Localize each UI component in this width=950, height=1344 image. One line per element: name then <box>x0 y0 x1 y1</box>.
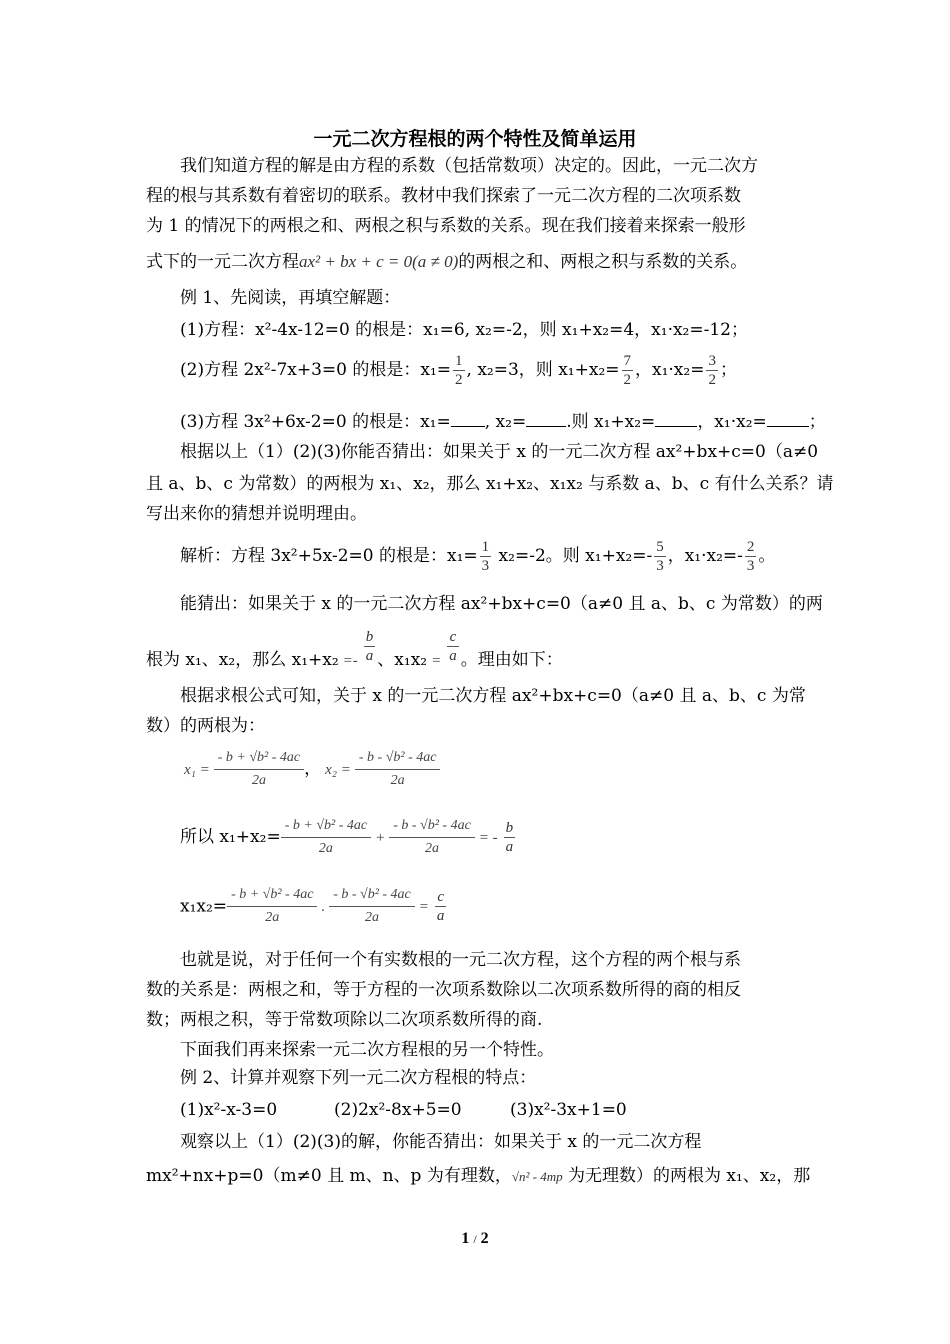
fraction-3-2 <box>706 352 718 389</box>
conclusion-line-1: 也就是说，对于任何一个有实数根的一元二次方程，这个方程的两个根与系 <box>180 950 741 970</box>
example1-heading: 例 1、先阅读，再填空解题： <box>180 288 401 308</box>
numerator: 2 <box>746 539 755 555</box>
observe-b: 为无理数）的两根为 x₁、x₂，那 <box>562 1166 811 1186</box>
x1-denominator: 2a <box>251 773 266 788</box>
total-pages: 2 <box>480 1230 489 1247</box>
example2-heading: 例 2、计算并观察下列一元二次方程根的特点： <box>180 1068 537 1088</box>
conj-b: 、x₁x₂ <box>377 650 428 670</box>
sum-frac-2 <box>389 815 475 860</box>
conj-a: 根为 x₁、x₂，那么 x₁+x₂ <box>146 650 339 670</box>
product-equals: = <box>418 898 429 915</box>
denominator: 2 <box>455 372 463 388</box>
denominator: 2a <box>265 910 280 925</box>
page-title: 一元二次方程根的两个特性及简单运用 <box>313 128 637 150</box>
general-equation: ax² + bx + c = 0(a ≠ 0) <box>299 252 459 271</box>
formula-line-1: 根据求根公式可知，关于 x 的一元二次方程 ax²+bx+c=0（a≠0 且 a、b、c 为常 <box>180 686 806 706</box>
fraction-c-a-result <box>435 888 447 925</box>
page-number <box>0 1230 950 1248</box>
conjecture-line-2 <box>146 626 563 670</box>
item2-suffix: ； <box>719 360 737 380</box>
intro-line-4-tail: 的两根之和、两根之积与系数的关系。 <box>458 252 748 272</box>
current-page: 1 <box>461 1230 470 1247</box>
guess-line-1: 根据以上（1）(2)(3)你能否猜出：如果关于 x 的一元二次方程 ax²+bx+c=0（a≠0 <box>180 442 819 462</box>
item2-prefix: (2)方程 2x²-7x+3=0 的根是：x₁= <box>180 360 452 380</box>
item3-c: .则 x₁+x₂= <box>566 412 656 432</box>
example1-item-1: (1)方程：x²-4x-12=0 的根是：x₁=6, x₂=-2，则 x₁+x₂=4，x₁·x₂=-12； <box>180 320 748 340</box>
denominator: 3 <box>746 558 755 574</box>
example1-item-3 <box>180 410 826 432</box>
intro-line-1: 我们知道方程的解是由方程的系数（包括常数项）决定的。因此，一元二次方 <box>180 156 758 176</box>
observe-line-2 <box>146 1166 810 1187</box>
numerator: 1 <box>455 353 463 369</box>
blank-x2[interactable] <box>526 410 566 427</box>
fraction-7-2 <box>622 352 634 389</box>
fraction-c-a <box>447 628 459 665</box>
intro-line-3: 为 1 的情况下的两根之和、两根之积与系数的关系。现在我们接着来探索一般形 <box>146 216 746 236</box>
item2-mid1: , x₂=3，则 x₁+x₂= <box>466 360 620 380</box>
product-prefix: x₁x₂= <box>180 896 228 917</box>
denominator: a <box>365 648 374 664</box>
item3-b: , x₂= <box>484 412 527 432</box>
numerator: 1 <box>481 539 490 555</box>
analysis-a: 解析：方程 3x²+5x-2=0 的根是：x₁= <box>180 546 478 566</box>
x1-numerator: - b + √b² - 4ac <box>214 747 304 770</box>
denominator: 2a <box>364 910 379 925</box>
multiply-dot: . <box>321 898 326 915</box>
product-frac-2 <box>329 884 415 929</box>
analysis-d: 。 <box>758 546 776 566</box>
denominator: 2 <box>623 372 631 388</box>
fraction-5-3 <box>654 538 666 575</box>
conjecture-line-1: 能猜出：如果关于 x 的一元二次方程 ax²+bx+c=0（a≠0 且 a、b、c 为常数）的两 <box>180 594 823 614</box>
sum-frac-1 <box>281 815 371 860</box>
analysis-b: x₂=-2。则 x₁+x₂=- <box>493 546 653 566</box>
denominator: a <box>505 839 514 855</box>
observe-line-1: 观察以上（1）(2)(3)的解，你能否猜出：如果关于 x 的一元二次方程 <box>180 1132 702 1152</box>
example2-item-2: (2)2x²-8x+5=0 <box>334 1100 462 1120</box>
discriminant-sqrt: √n² - 4mp <box>511 1169 563 1184</box>
conclusion-line-2: 数的关系是：两根之和，等于方程的一次项系数除以二次项系数所得的商的相反 <box>146 980 741 1000</box>
product-line <box>180 878 448 934</box>
x1-fraction <box>214 747 304 792</box>
plus-sign: + <box>375 829 386 846</box>
x2-fraction <box>355 747 441 792</box>
example1-item-2 <box>180 350 737 390</box>
observe-a: mx²+nx+p=0（m≠0 且 m、n、p 为有理数， <box>146 1166 512 1186</box>
numerator: - b + √b² - 4ac <box>281 815 371 838</box>
numerator: c <box>447 628 459 647</box>
numerator: - b - √b² - 4ac <box>329 884 415 907</box>
example2-item-1: (1)x²-x-3=0 <box>180 1100 278 1120</box>
numerator: - b - √b² - 4ac <box>389 815 475 838</box>
numerator: - b + √b² - 4ac <box>227 884 317 907</box>
product-frac-1 <box>227 884 317 929</box>
sum-line <box>180 812 517 862</box>
fraction-1-2 <box>453 352 465 389</box>
denominator: 2 <box>708 372 716 388</box>
sum-prefix: 所以 x₁+x₂= <box>180 827 281 847</box>
analysis-line <box>180 536 775 576</box>
fraction-1-3 <box>480 538 492 575</box>
conj-c: 。理由如下： <box>460 650 563 670</box>
roots-comma: ， <box>304 759 322 779</box>
x2-label: x₂ = <box>325 761 351 778</box>
denominator: 3 <box>656 558 664 574</box>
roots-formula <box>180 744 440 794</box>
denominator: a <box>449 648 457 664</box>
page-separator: / <box>473 1232 477 1246</box>
fraction-b-a <box>364 628 376 665</box>
sum-equals: = - <box>478 829 498 846</box>
blank-product[interactable] <box>767 410 809 427</box>
intro-line-4-text: 式下的一元二次方程 <box>146 252 299 272</box>
conj-eq1: =- <box>342 652 358 669</box>
item3-d: ，x₁·x₂= <box>697 412 767 432</box>
conclusion-line-3: 数；两根之积，等于常数项除以二次项系数所得的商. <box>146 1010 543 1030</box>
blank-x1[interactable] <box>451 410 485 427</box>
denominator: 2a <box>425 841 439 856</box>
numerator: c <box>435 888 447 907</box>
analysis-c: ，x₁·x₂=- <box>667 546 743 566</box>
numerator: 7 <box>623 353 631 369</box>
intro-line-2: 程的根与其系数有着密切的联系。教材中我们探索了一元二次方程的二次项系数 <box>146 186 741 206</box>
intro-line-4 <box>146 252 747 272</box>
example2-item-3: (3)x²-3x+1=0 <box>510 1100 627 1120</box>
numerator: 3 <box>708 353 716 369</box>
guess-line-3: 写出来你的猜想并说明理由。 <box>146 504 367 524</box>
item3-a: (3)方程 3x²+6x-2=0 的根是：x₁= <box>180 412 451 432</box>
guess-line-2: 且 a、b、c 为常数）的两根为 x₁、x₂，那么 x₁+x₂、x₁x₂ 与系数 a、b、c 有什么关系？请 <box>146 474 834 494</box>
formula-line-2: 数）的两根为： <box>146 716 265 736</box>
x1-label: x₁ = <box>184 761 210 778</box>
conj-eq2: = <box>431 652 442 669</box>
denominator: 3 <box>481 558 490 574</box>
fraction-b-a-result <box>504 819 516 856</box>
numerator: b <box>505 820 514 836</box>
x2-numerator: - b - √b² - 4ac <box>355 747 441 770</box>
denominator: a <box>436 908 445 924</box>
numerator: b <box>365 629 374 645</box>
item3-e: ； <box>808 412 826 432</box>
denominator: 2a <box>318 841 333 856</box>
item2-mid2: ，x₁·x₂= <box>635 360 705 380</box>
blank-sum[interactable] <box>655 410 697 427</box>
fraction-2-3 <box>745 538 757 575</box>
next-property-line: 下面我们再来探索一元二次方程根的另一个特性。 <box>180 1040 554 1060</box>
x2-denominator: 2a <box>390 773 405 788</box>
numerator: 5 <box>656 539 664 555</box>
